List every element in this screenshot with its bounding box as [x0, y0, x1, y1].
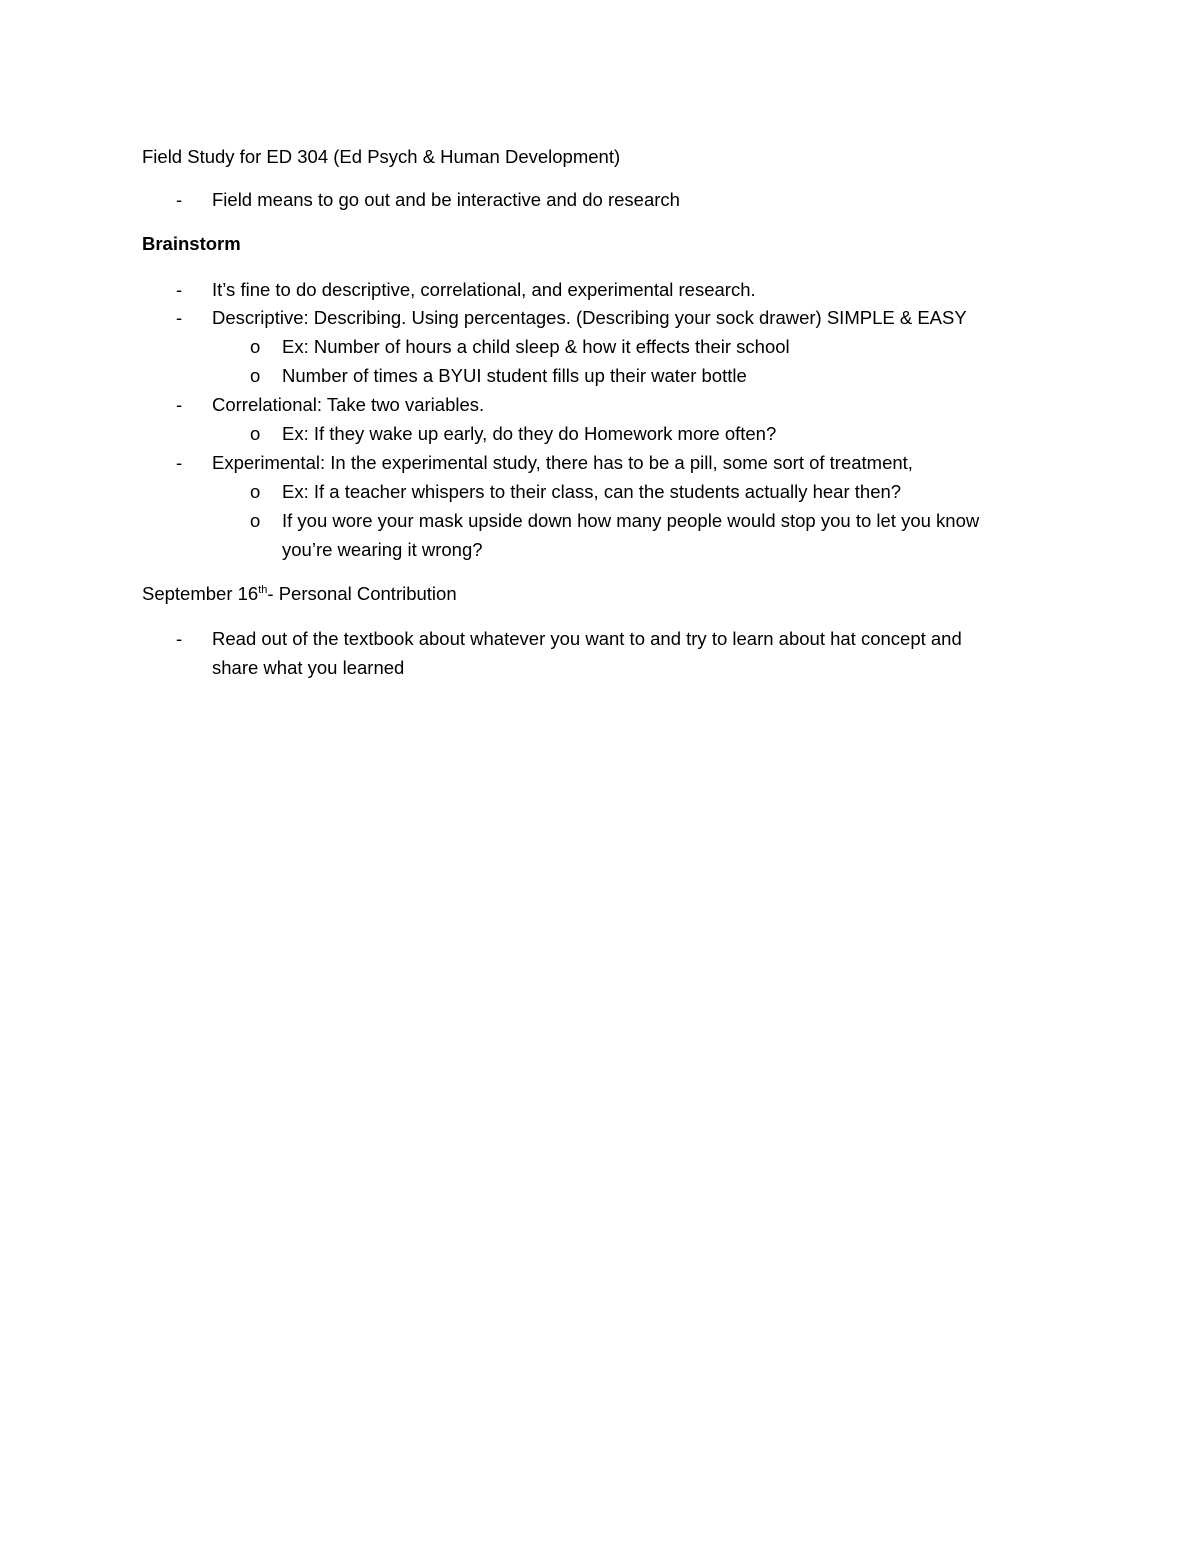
sub-list-item-text-continued: you’re wearing it wrong? [282, 539, 483, 560]
list-item-text: It’s fine to do descriptive, correlational, and experimental research. [212, 279, 756, 300]
sub-list-item-text: Ex: If they wake up early, do they do Homework more often? [282, 423, 777, 444]
sub-list-item-text: Ex: Number of hours a child sleep & how it effects their school [282, 336, 790, 357]
section-heading-september [142, 583, 457, 605]
dash-bullet: - [176, 279, 183, 300]
circle-bullet: o [250, 365, 261, 386]
list-item-text: Read out of the textbook about whatever you want to and try to learn about hat concept and [212, 628, 962, 649]
section-title: - Personal Contribution [267, 583, 457, 604]
list-item-text: Field means to go out and be interactive and do research [212, 189, 680, 210]
circle-bullet: o [250, 336, 261, 357]
sub-list-item-text: Number of times a BYUI student fills up their water bottle [282, 365, 747, 386]
date-ordinal-suffix: th [258, 584, 268, 596]
list-item-text: Descriptive: Describing. Using percentages. (Describing your sock drawer) SIMPLE & EASY [212, 307, 967, 328]
dash-bullet: - [176, 307, 183, 328]
dash-bullet: - [176, 628, 183, 649]
document-title: Field Study for ED 304 (Ed Psych & Human Development) [142, 146, 621, 167]
circle-bullet: o [250, 423, 261, 444]
dash-bullet: - [176, 452, 183, 473]
dash-bullet: - [176, 189, 183, 210]
sub-list-item-text: Ex: If a teacher whispers to their class, can the students actually hear then? [282, 481, 902, 502]
list-item-text: Correlational: Take two variables. [212, 394, 485, 415]
list-item-text-continued: share what you learned [212, 657, 405, 678]
circle-bullet: o [250, 510, 261, 531]
section-heading-brainstorm: Brainstorm [142, 233, 241, 254]
sub-list-item-text: If you wore your mask upside down how many people would stop you to let you know [282, 510, 980, 531]
section-date: September 16 [142, 583, 259, 604]
circle-bullet: o [250, 481, 261, 502]
dash-bullet: - [176, 394, 183, 415]
list-item-text: Experimental: In the experimental study, there has to be a pill, some sort of treatment, [212, 452, 913, 473]
